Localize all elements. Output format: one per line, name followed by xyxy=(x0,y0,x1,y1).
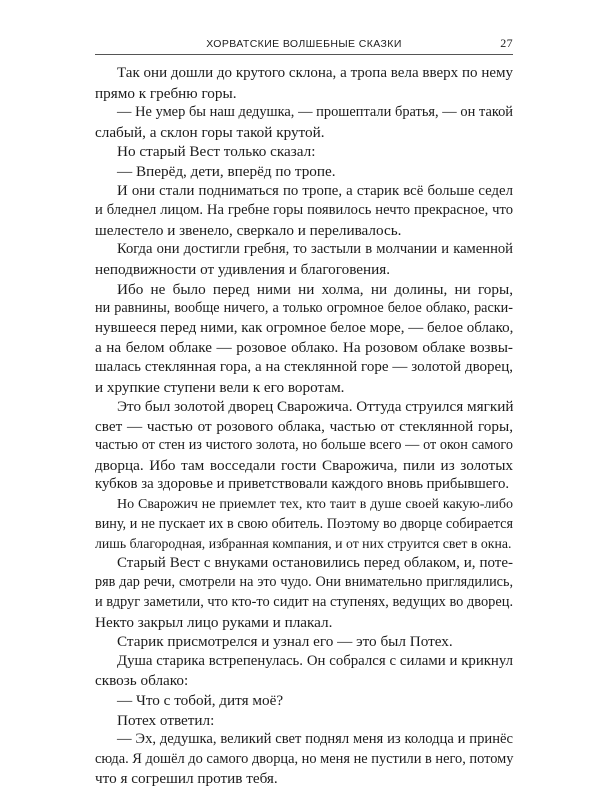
text-line: Душа старика встрепенулась. Он собрался с силами и крикнул xyxy=(117,652,513,669)
text-line: частью от стен из чистого золота, но больше всего — от окон самого xyxy=(95,437,513,454)
text-line: Потех ответил: xyxy=(117,711,215,729)
text-line: вину, и не пускает их в свою обитель. Поэтому во дворце собирается xyxy=(95,515,513,532)
text-line: сюда. Я дошёл до самого дворца, но меня не пустили в него, потому xyxy=(95,750,514,767)
text-line: — Что с тобой, дитя моё? xyxy=(117,692,284,709)
text-line: Старик присмотрелся и узнал его — это был Потех. xyxy=(117,633,453,651)
text-line: нувшееся перед ними, как огромное белое море, — белое облако, xyxy=(95,319,514,336)
text-line: — Эх, дедушка, великий свет поднял меня из колодца и принёс xyxy=(117,731,513,748)
text-line: Когда они достигли гребня, то застыли в молчании и каменной xyxy=(117,241,513,258)
text-line: кубков за здоровье и приветствовали каждого вновь прибывшего. xyxy=(95,476,510,493)
text-line: и вдруг заметили, что кто-то сидит на ступенях, ведущих во дворец. xyxy=(95,594,514,611)
text-line: Старый Вест с внуками остановились перед облаком, и, поте- xyxy=(117,554,513,571)
text-line: прямо к гребню горы. xyxy=(95,84,237,102)
text-line: И они стали подниматься по тропе, а старик всё больше седел xyxy=(117,182,513,199)
text-line: ряв дар речи, смотрели на это чудо. Они внимательно приглядились, xyxy=(95,574,513,591)
text-line: что я согрешил против тебя. xyxy=(95,770,278,788)
text-line: и хрупкие ступени вели к его воротам. xyxy=(95,378,345,396)
text-line: шалась стеклянная гора, а на стеклянной горе — золотой дворец, xyxy=(95,358,513,375)
text-line: Некто закрыл лицо руками и плакал. xyxy=(95,613,333,631)
text-line: Но старый Вест только сказал: xyxy=(117,143,316,161)
text-line: дворца. Ибо там восседали гости Сварожича, пили из золотых xyxy=(95,456,513,474)
text-line: — Вперёд, дети, вперёд по тропе. xyxy=(117,162,336,180)
text-line: свет — частью от розового облака, частью от стеклянной горы, xyxy=(95,417,513,435)
text-line: сквозь облако: xyxy=(95,672,189,690)
body-text xyxy=(95,64,513,789)
text-line: лишь благородная, избранная компания, и от них струится свет в окна. xyxy=(95,536,512,552)
text-line: Но Сварожич не приемлет тех, кто таит в душе своей какую-либо xyxy=(117,497,513,513)
text-line: слабый, а склон горы такой крутой. xyxy=(95,123,325,141)
text-line: — Не умер бы наш дедушка, — прошептали братья, — он такой xyxy=(117,104,513,121)
running-header xyxy=(95,36,513,55)
text-line: Это был золотой дворец Сварожича. Оттуда струился мягкий xyxy=(117,398,514,416)
text-line: и бледнел лицом. На гребне горы появилось нечто прекрасное, что xyxy=(95,202,513,219)
text-line: ни равнины, вообще ничего, а только огромное белое облако, раски- xyxy=(95,300,513,317)
text-line: шелестело и звенело, сверкало и переливалось. xyxy=(95,221,402,239)
running-title: ХОРВАТСКИЕ ВОЛШЕБНЫЕ СКАЗКИ xyxy=(206,38,402,50)
text-line: а на белом облаке — розовое облако. На розовом облаке возвы- xyxy=(95,339,513,357)
page-number: 27 xyxy=(500,36,513,50)
text-line: Ибо не было перед ними ни холма, ни долины, ни горы, xyxy=(117,280,513,298)
text-line: неподвижности от удивления и благоговения. xyxy=(95,260,391,278)
text-line: Так они дошли до крутого склона, а тропа вела вверх по нему xyxy=(117,65,513,81)
